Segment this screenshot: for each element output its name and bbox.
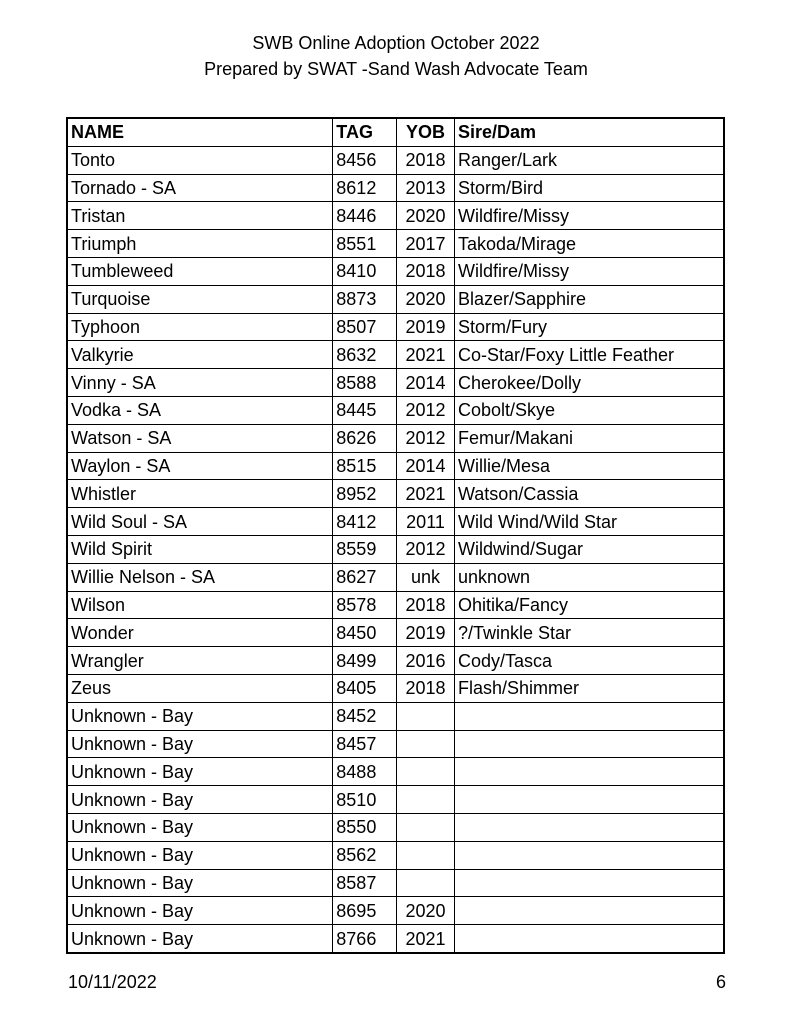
cell-sire-dam	[454, 841, 724, 869]
cell-yob: 2021	[397, 925, 455, 953]
cell-tag: 8626	[333, 424, 397, 452]
cell-yob	[397, 813, 455, 841]
table-row	[67, 786, 724, 814]
cell-name: Unknown - Bay	[67, 925, 333, 953]
cell-name: Triumph	[67, 230, 333, 258]
cell-sire-dam: Blazer/Sapphire	[454, 285, 724, 313]
cell-yob	[397, 786, 455, 814]
cell-tag: 8952	[333, 480, 397, 508]
table-row	[67, 563, 724, 591]
table-row	[67, 674, 724, 702]
cell-sire-dam	[454, 702, 724, 730]
cell-sire-dam: ?/Twinkle Star	[454, 619, 724, 647]
cell-tag: 8405	[333, 674, 397, 702]
cell-name: Unknown - Bay	[67, 786, 333, 814]
cell-name: Unknown - Bay	[67, 869, 333, 897]
table-row	[67, 647, 724, 675]
cell-tag: 8873	[333, 285, 397, 313]
table-row	[67, 230, 724, 258]
cell-yob: 2020	[397, 285, 455, 313]
cell-yob: 2013	[397, 174, 455, 202]
cell-yob	[397, 758, 455, 786]
cell-name: Whistler	[67, 480, 333, 508]
cell-yob: 2016	[397, 647, 455, 675]
cell-yob: 2018	[397, 674, 455, 702]
cell-yob: 2014	[397, 452, 455, 480]
cell-tag: 8766	[333, 925, 397, 953]
cell-sire-dam: Cody/Tasca	[454, 647, 724, 675]
cell-tag: 8499	[333, 647, 397, 675]
column-header-tag: TAG	[333, 118, 397, 146]
cell-name: Tumbleweed	[67, 257, 333, 285]
cell-name: Willie Nelson - SA	[67, 563, 333, 591]
cell-sire-dam	[454, 813, 724, 841]
document-title: SWB Online Adoption October 2022	[252, 33, 540, 53]
cell-sire-dam: Femur/Makani	[454, 424, 724, 452]
cell-yob: 2018	[397, 591, 455, 619]
cell-yob: 2012	[397, 535, 455, 563]
cell-yob: 2012	[397, 424, 455, 452]
cell-yob: 2019	[397, 619, 455, 647]
table-row	[67, 758, 724, 786]
cell-sire-dam	[454, 786, 724, 814]
cell-yob: 2018	[397, 146, 455, 174]
table-row	[67, 869, 724, 897]
table-row	[67, 369, 724, 397]
cell-yob: 2014	[397, 369, 455, 397]
cell-name: Valkyrie	[67, 341, 333, 369]
cell-sire-dam: unknown	[454, 563, 724, 591]
page-number: 6	[715, 972, 726, 992]
cell-sire-dam: Wildwind/Sugar	[454, 535, 724, 563]
cell-tag: 8632	[333, 341, 397, 369]
cell-yob	[397, 730, 455, 758]
cell-tag: 8456	[333, 146, 397, 174]
cell-sire-dam: Flash/Shimmer	[454, 674, 724, 702]
cell-sire-dam	[454, 897, 724, 925]
cell-name: Wild Spirit	[67, 535, 333, 563]
cell-tag: 8510	[333, 786, 397, 814]
column-header-name: NAME	[67, 118, 333, 146]
cell-sire-dam	[454, 869, 724, 897]
cell-yob: 2019	[397, 313, 455, 341]
cell-name: Turquoise	[67, 285, 333, 313]
cell-tag: 8550	[333, 813, 397, 841]
cell-sire-dam: Ranger/Lark	[454, 146, 724, 174]
table-row	[67, 257, 724, 285]
table-row	[67, 313, 724, 341]
cell-yob: 2018	[397, 257, 455, 285]
cell-tag: 8562	[333, 841, 397, 869]
cell-yob: 2021	[397, 341, 455, 369]
cell-tag: 8452	[333, 702, 397, 730]
cell-yob	[397, 702, 455, 730]
cell-sire-dam: Wild Wind/Wild Star	[454, 508, 724, 536]
table-row	[67, 202, 724, 230]
table-row	[67, 146, 724, 174]
table-header	[67, 118, 724, 146]
table-row	[67, 174, 724, 202]
cell-tag: 8588	[333, 369, 397, 397]
cell-tag: 8488	[333, 758, 397, 786]
cell-sire-dam: Cobolt/Skye	[454, 396, 724, 424]
cell-tag: 8450	[333, 619, 397, 647]
cell-sire-dam: Wildfire/Missy	[454, 257, 724, 285]
cell-yob: 2020	[397, 897, 455, 925]
cell-sire-dam: Ohitika/Fancy	[454, 591, 724, 619]
cell-sire-dam	[454, 925, 724, 953]
table-row	[67, 341, 724, 369]
cell-name: Unknown - Bay	[67, 841, 333, 869]
cell-name: Unknown - Bay	[67, 813, 333, 841]
cell-tag: 8457	[333, 730, 397, 758]
table-row	[67, 813, 724, 841]
cell-name: Unknown - Bay	[67, 758, 333, 786]
cell-tag: 8446	[333, 202, 397, 230]
table-row	[67, 591, 724, 619]
cell-sire-dam: Wildfire/Missy	[454, 202, 724, 230]
horse-roster-table	[66, 117, 725, 954]
cell-name: Wrangler	[67, 647, 333, 675]
cell-sire-dam: Willie/Mesa	[454, 452, 724, 480]
table-row	[67, 480, 724, 508]
cell-name: Wonder	[67, 619, 333, 647]
cell-sire-dam: Storm/Bird	[454, 174, 724, 202]
cell-name: Zeus	[67, 674, 333, 702]
footer-date: 10/11/2022	[68, 972, 157, 992]
cell-name: Unknown - Bay	[67, 702, 333, 730]
cell-sire-dam: Watson/Cassia	[454, 480, 724, 508]
document-subtitle: Prepared by SWAT -Sand Wash Advocate Team	[204, 59, 588, 79]
cell-name: Unknown - Bay	[67, 897, 333, 925]
cell-tag: 8587	[333, 869, 397, 897]
table-body	[67, 146, 724, 953]
cell-yob	[397, 869, 455, 897]
cell-tag: 8559	[333, 535, 397, 563]
table-row	[67, 702, 724, 730]
table-row	[67, 925, 724, 953]
header-row	[67, 118, 724, 146]
cell-yob: 2021	[397, 480, 455, 508]
table-row	[67, 508, 724, 536]
table-row	[67, 285, 724, 313]
cell-name: Tonto	[67, 146, 333, 174]
cell-sire-dam: Co-Star/Foxy Little Feather	[454, 341, 724, 369]
cell-tag: 8412	[333, 508, 397, 536]
cell-tag: 8551	[333, 230, 397, 258]
cell-tag: 8695	[333, 897, 397, 925]
cell-name: Wilson	[67, 591, 333, 619]
column-header-yob: YOB	[397, 118, 455, 146]
cell-yob	[397, 841, 455, 869]
cell-tag: 8410	[333, 257, 397, 285]
table-row	[67, 424, 724, 452]
cell-tag: 8445	[333, 396, 397, 424]
cell-tag: 8515	[333, 452, 397, 480]
cell-name: Typhoon	[67, 313, 333, 341]
cell-sire-dam: Takoda/Mirage	[454, 230, 724, 258]
cell-tag: 8578	[333, 591, 397, 619]
cell-name: Waylon - SA	[67, 452, 333, 480]
cell-name: Vodka - SA	[67, 396, 333, 424]
table-row	[67, 897, 724, 925]
cell-sire-dam	[454, 730, 724, 758]
column-header-sire-dam: Sire/Dam	[454, 118, 724, 146]
cell-tag: 8612	[333, 174, 397, 202]
cell-tag: 8627	[333, 563, 397, 591]
cell-sire-dam	[454, 758, 724, 786]
cell-yob: 2011	[397, 508, 455, 536]
cell-name: Wild Soul - SA	[67, 508, 333, 536]
cell-yob: 2020	[397, 202, 455, 230]
cell-name: Unknown - Bay	[67, 730, 333, 758]
cell-yob: 2012	[397, 396, 455, 424]
cell-yob: 2017	[397, 230, 455, 258]
cell-sire-dam: Cherokee/Dolly	[454, 369, 724, 397]
cell-name: Tristan	[67, 202, 333, 230]
cell-name: Vinny - SA	[67, 369, 333, 397]
table-row	[67, 841, 724, 869]
table-row	[67, 619, 724, 647]
table-row	[67, 730, 724, 758]
cell-name: Tornado - SA	[67, 174, 333, 202]
cell-name: Watson - SA	[67, 424, 333, 452]
cell-yob: unk	[397, 563, 455, 591]
table-row	[67, 396, 724, 424]
table-row	[67, 535, 724, 563]
table-row	[67, 452, 724, 480]
cell-tag: 8507	[333, 313, 397, 341]
cell-sire-dam: Storm/Fury	[454, 313, 724, 341]
